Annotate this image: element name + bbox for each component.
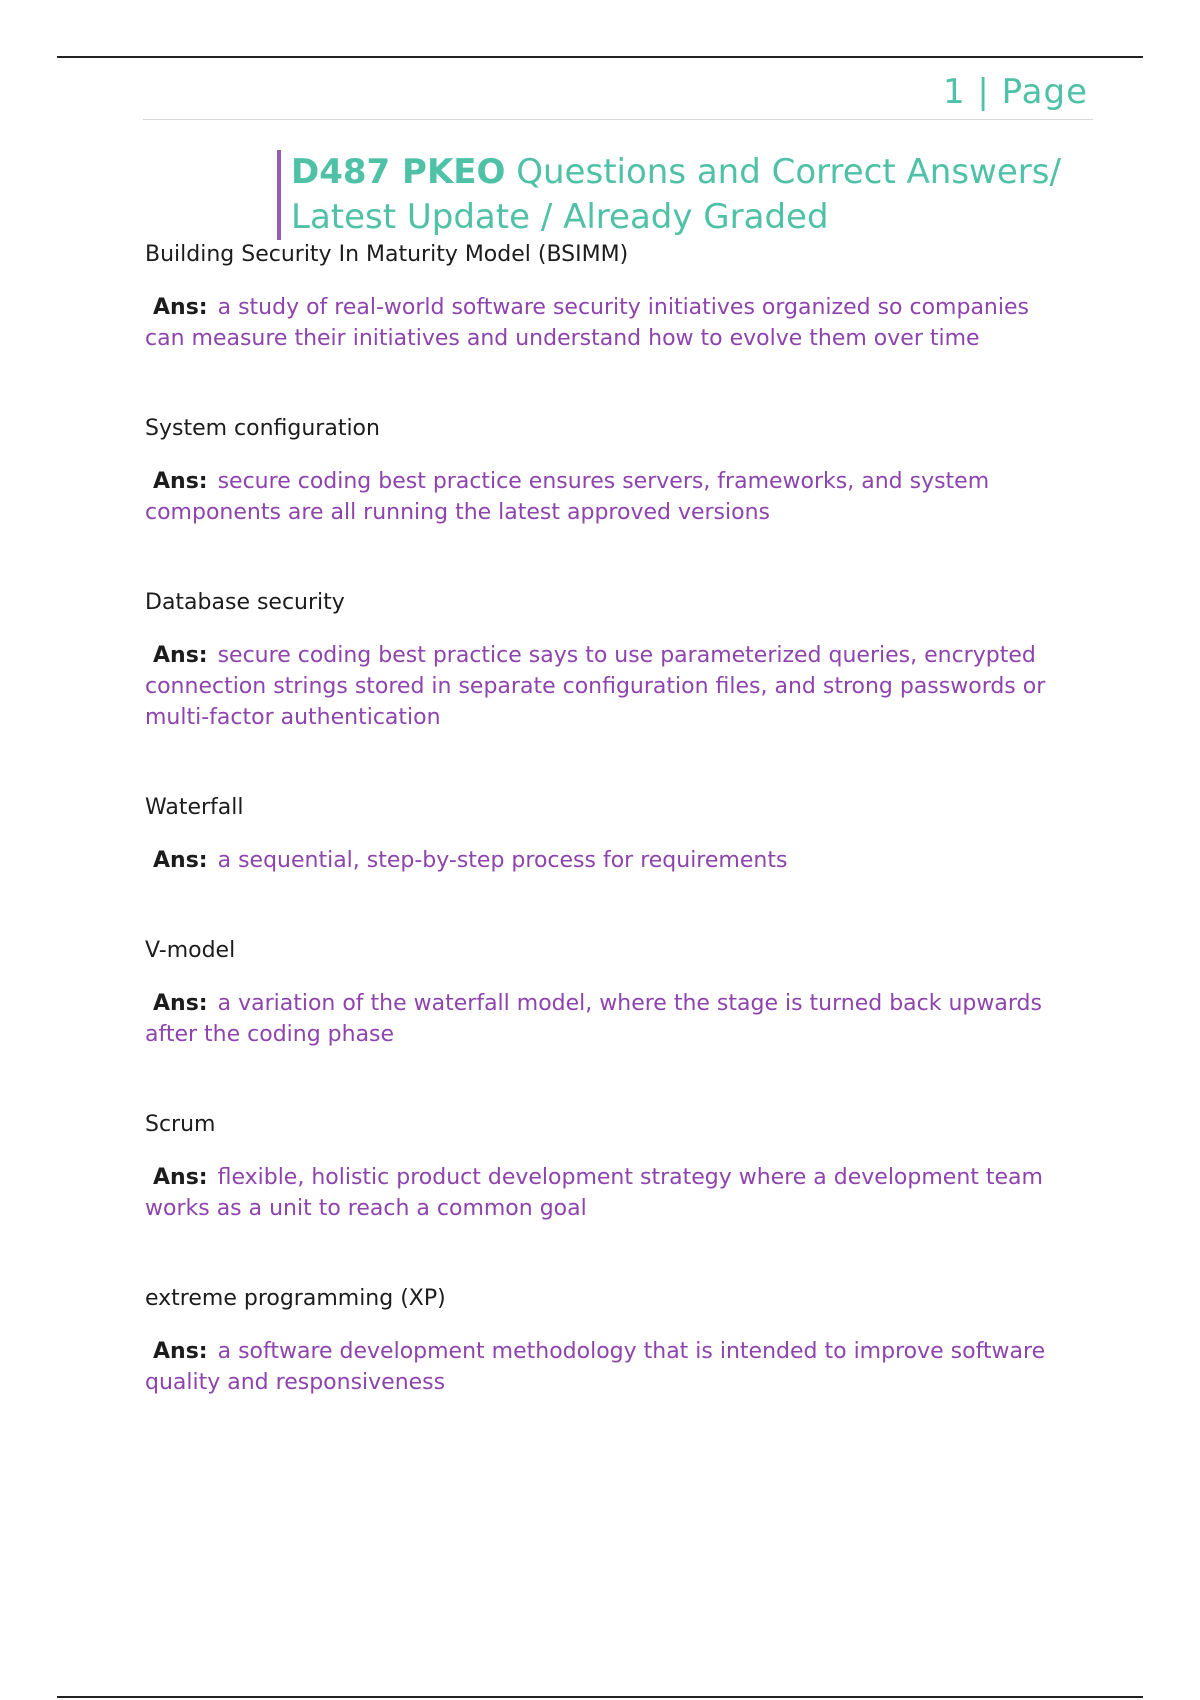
answer-text: a sequential, step-by-step process for requirements bbox=[217, 848, 788, 873]
question: Scrum bbox=[145, 1112, 216, 1137]
qa-list bbox=[145, 238, 1075, 1398]
answer-label: Ans: bbox=[153, 295, 208, 320]
answer-label: Ans: bbox=[153, 991, 208, 1016]
title-line2: Latest Update / Already Graded bbox=[291, 197, 829, 237]
answer-text: secure coding best practice says to use parameterized queries, encrypted connection strings stored in separate configuration files, and strong passwords or multi-factor authentication bbox=[145, 643, 1046, 730]
top-rule bbox=[57, 56, 1143, 58]
question: V-model bbox=[145, 938, 236, 963]
qa-item bbox=[145, 586, 1075, 733]
answer-text: a variation of the waterfall model, where the stage is turned back upwards after the coding phase bbox=[145, 991, 1042, 1047]
answer-label: Ans: bbox=[153, 1339, 208, 1364]
answer-label: Ans: bbox=[153, 469, 208, 494]
question: Waterfall bbox=[145, 795, 244, 820]
question: extreme programming (XP) bbox=[145, 1286, 446, 1311]
answer bbox=[145, 1336, 1075, 1398]
answer-text: a study of real-world software security initiatives organized so companies can measure their initiatives and understand how to evolve them over time bbox=[145, 295, 1029, 351]
qa-item bbox=[145, 238, 1075, 354]
question: Database security bbox=[145, 590, 345, 615]
document-title bbox=[277, 150, 1111, 240]
answer-text: secure coding best practice ensures servers, frameworks, and system components are all running the latest approved versions bbox=[145, 469, 990, 525]
answer bbox=[145, 988, 1075, 1050]
question: System configuration bbox=[145, 416, 380, 441]
answer bbox=[145, 1162, 1075, 1224]
answer-label: Ans: bbox=[153, 848, 208, 873]
answer bbox=[145, 466, 1075, 528]
question: Building Security In Maturity Model (BSIMM) bbox=[145, 242, 629, 267]
answer-label: Ans: bbox=[153, 643, 208, 668]
qa-item bbox=[145, 1108, 1075, 1224]
bottom-rule bbox=[57, 1696, 1143, 1698]
header-rule bbox=[143, 119, 1093, 120]
answer-text: flexible, holistic product development strategy where a development team works as a unit to reach a common goal bbox=[145, 1165, 1043, 1221]
answer bbox=[145, 640, 1075, 733]
page-number: 1 | Page bbox=[942, 72, 1088, 112]
title-line1-rest: Questions and Correct Answers/ bbox=[505, 152, 1061, 192]
answer-text: a software development methodology that is intended to improve software quality and responsiveness bbox=[145, 1339, 1046, 1395]
answer bbox=[145, 292, 1075, 354]
answer bbox=[145, 845, 1075, 876]
title-course-code: D487 PKEO bbox=[291, 152, 506, 192]
qa-item bbox=[145, 1282, 1075, 1398]
qa-item bbox=[145, 412, 1075, 528]
answer-label: Ans: bbox=[153, 1165, 208, 1190]
qa-item bbox=[145, 791, 1075, 876]
qa-item bbox=[145, 934, 1075, 1050]
